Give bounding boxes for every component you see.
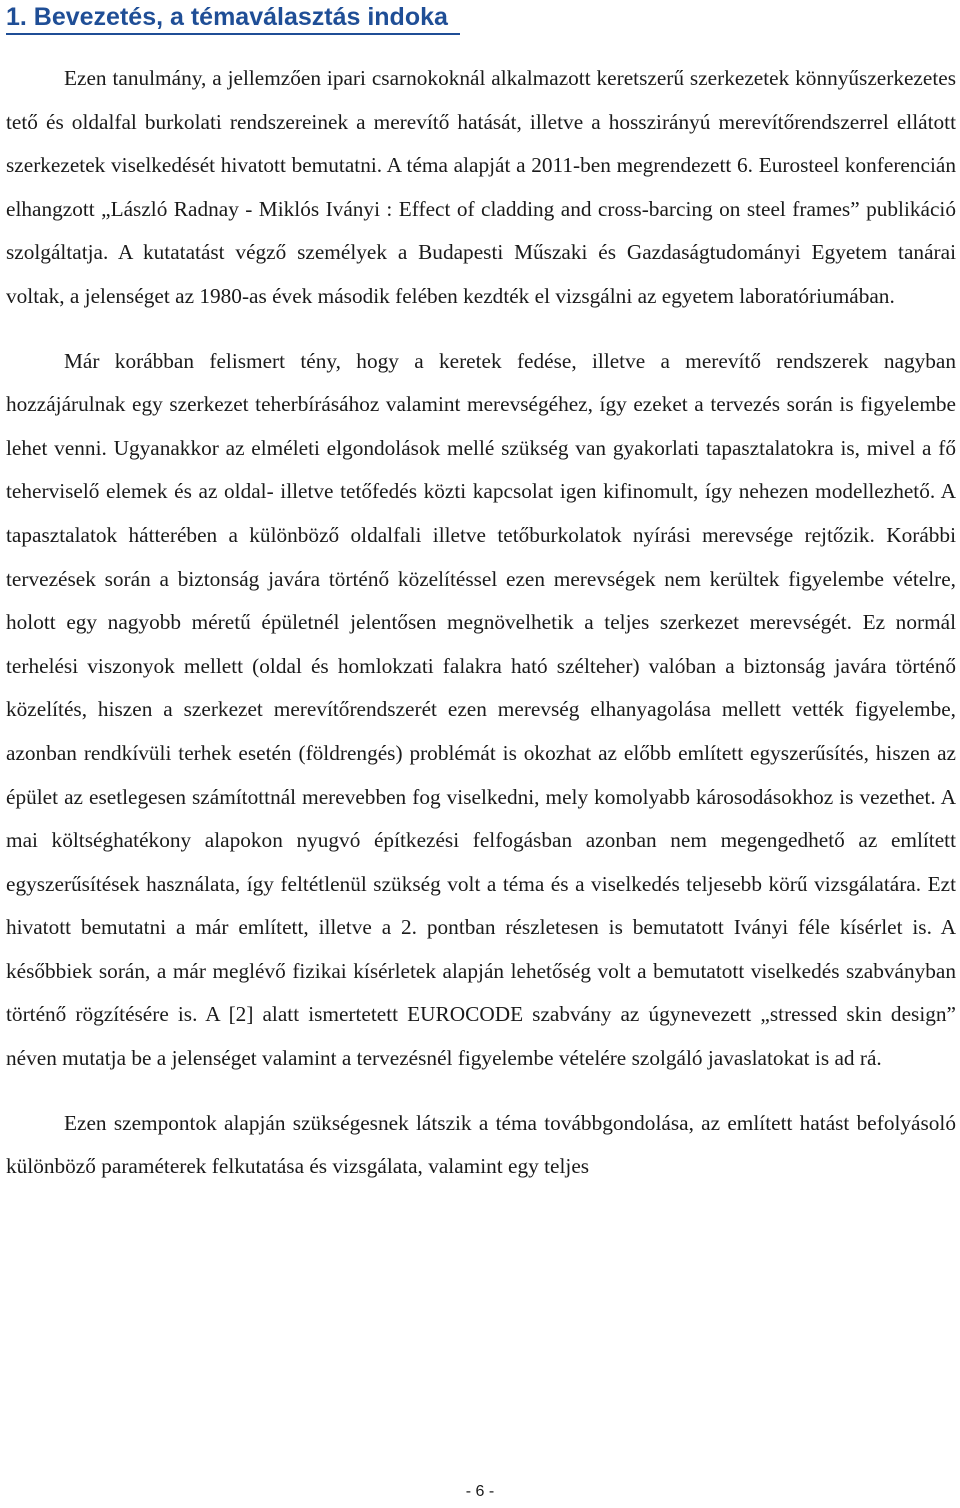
paragraph-conclusion: Ezen szempontok alapján szükségesnek látszik a téma továbbgondolása, az említett hatást befolyásoló különböző paraméterek felkutatása és vizsgálata, valamint egy teljes	[6, 1110, 956, 1179]
heading-underline	[6, 33, 460, 35]
section-heading: 1. Bevezetés, a témaválasztás indoka	[6, 3, 448, 31]
paragraph-intro: Ezen tanulmány, a jellemzően ipari csarnokoknál alkalmazott keretszerű szerkezetek könnyűszerkezetes tető és oldalfal burkolati rendszereinek a merevítő hatását, illetve a hosszirányú merevítőrendszerrel ellátott szerkezetek viselkedését hivatott bemutatni. A téma alapját a 2011-ben megrendezett 6. Eurosteel konferencián elhangzott „László Radnay - Miklós Iványi : Effect of cladding and cross-barcing on steel frames” publikáció szolgáltatja. A kutatatást végző személyek a Budapesti Műszaki és Gazdaságtudományi Egyetem tanárai voltak, a jelenséget az 1980-as évek második felében kezdték el vizsgálni az egyetem laboratóriumában.	[6, 66, 956, 308]
paragraph-background: Már korábban felismert tény, hogy a keretek fedése, illetve a merevítő rendszerek nagyban hozzájárulnak egy szerkezet teherbírásához valamint merevségéhez, így ezeket a tervezés során is figyelembe lehet venni. Ugyanakkor az elméleti elgondolások mellé szükség van gyakorlati tapasztalatokra is, mivel a fő teherviselő elemek és az oldal- illetve tetőfedés közti kapcsolat igen kifinomult, így nehezen modellezhető. A tapasztalatok hátterében a különböző oldalfali illetve tetőburkolatok nyírási merevsége rejtőzik. Korábbi tervezések során a biztonság javára történő közelítéssel ezen merevségek nem kerültek figyelembe vételre, holott egy nagyobb méretű épületnél jelentősen megnövelhetik a teljes szerkezet merevségét. Ez normál terhelési viszonyok mellett (oldal és homlokzati falakra ható szélteher) valóban a biztonság javára történő közelítés, hiszen a szerkezet merevítőrendszerét ezen merevség elhanyagolása mellett vették figyelembe, azonban rendkívüli terhek esetén (földrengés) problémát is okozhat az előbb említett egyszerűsítés, hiszen az épület az esetlegesen számítottnál merevebben fog viselkedni, mely komolyabb károsodásokhoz is vezethet. A mai költséghatékony alapokon nyugvó építkezési felfogásban azonban nem megengedhető az említett egyszerűsítések használata, így feltétlenül szükség volt a téma és a viselkedés teljesebb körű vizsgálatára. Ezt hivatott bemutatni a már említett, illetve a 2. pontban részletesen is bemutatott Iványi féle kísérlet is. A későbbiek során, a már meglévő fizikai kísérletek alapján lehetőség volt a bemutatott viselkedés szabványban történő rögzítésére is. A [2] alatt ismertetett EUROCODE szabvány az úgynevezett „stressed skin design” néven mutatja be a jelenséget valamint a tervezésnél figyelembe vételére szolgáló javaslatokat is ad rá.	[6, 348, 956, 1071]
page-number: - 6 -	[465, 1483, 495, 1500]
document-page	[6, 0, 956, 1189]
